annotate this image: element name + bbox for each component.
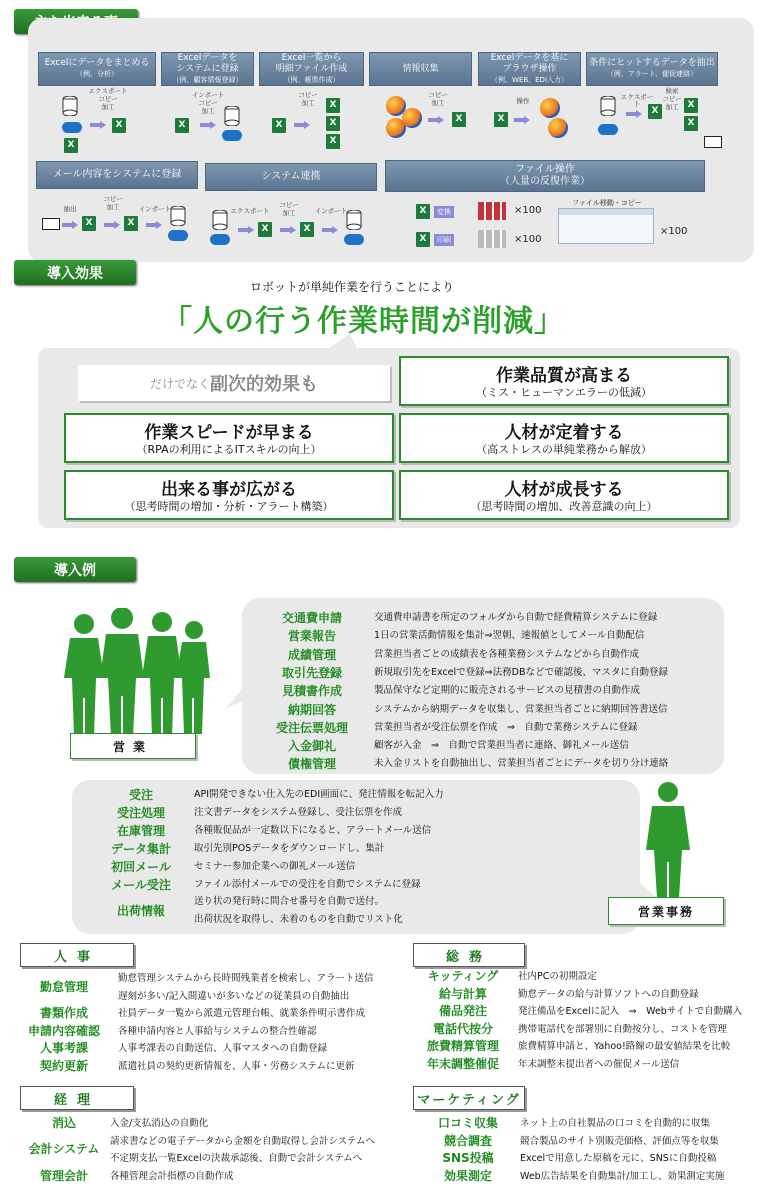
- ga-item-desc: 社内PCの初期設定: [518, 971, 597, 982]
- excel-icon: X: [684, 116, 698, 131]
- cloud-icon: [168, 230, 188, 241]
- step-export: エクスポート: [88, 87, 128, 95]
- arrow-icon: [200, 121, 216, 129]
- excel-icon: X: [326, 116, 340, 131]
- step-process: 加工: [101, 103, 115, 111]
- excel-icon: X: [684, 98, 698, 113]
- sales-item-label: 債権管理: [287, 757, 336, 772]
- sales-item-desc: 交通費申請書を所定のフォルダから自動で経費精算システムに登録: [374, 612, 658, 623]
- hr-item-label: 書類作成: [39, 1006, 88, 1021]
- database-icon: [346, 210, 362, 230]
- sales_admin-item-desc: API開発できない仕入先のEDI画面に、発注情報を転記入力: [194, 789, 444, 800]
- tile-excel-register: [161, 52, 254, 86]
- step-process: 加工: [282, 209, 296, 217]
- acc-item-label: 会計システム: [28, 1142, 100, 1157]
- ga-item-desc: 携帯電話代を部署別に自動按分し、コストを管理: [518, 1023, 728, 1035]
- excel-icon: X: [300, 222, 314, 237]
- tile-mail-register: [36, 161, 198, 189]
- ga-heading: 総務: [413, 943, 525, 967]
- step-copy: コピー: [662, 95, 682, 103]
- arrow-icon: [514, 116, 530, 124]
- acc-heading: 経理: [20, 1086, 134, 1110]
- step-copy: コピー: [298, 91, 318, 99]
- excel-icon: X: [258, 222, 272, 237]
- hr-item-desc: 勤怠管理システムから長時間残業者を検索し、アラート送信: [118, 973, 374, 984]
- sales-people-icon: [62, 608, 210, 736]
- hr-item-desc: 派遣社員の契約更新情報を、人事・労務システムに更新: [118, 1061, 355, 1072]
- acc-item-desc: 各種管理会計指標の自動作成: [110, 1170, 234, 1182]
- browser-icon: [548, 118, 568, 138]
- times-100-label: ×100: [514, 205, 542, 216]
- sales-item-desc: 営業担当者が受注伝票を作成 ⇒ 自動で業務システムに登録: [374, 721, 638, 733]
- tile-sub: （例、顧客情報登録）: [172, 75, 243, 84]
- acc-item-desc2: 不定期支払一覧Excelの決裁承認後、自動で会計システムへ: [110, 1153, 363, 1165]
- hr-item-desc: 人事考課表の自動送信、人事マスタへの自動登録: [118, 1043, 328, 1055]
- step-export: エクスポート: [620, 93, 654, 108]
- step-copy: コピー: [198, 99, 218, 107]
- excel-icon: X: [326, 134, 340, 149]
- arrow-icon: [238, 226, 254, 234]
- step-import: インポート: [314, 207, 348, 215]
- mail-icon: [704, 136, 722, 148]
- arrow-icon: [146, 221, 162, 229]
- sales-item-label: 成績管理: [287, 647, 336, 662]
- print-label: 印刷: [434, 234, 454, 246]
- mkt-item-desc: Excelで用意した原稿を元に、SNSに自動投稿: [520, 1153, 717, 1165]
- ga-item-desc: 勤怠データの給与計算ソフトへの自動登録: [518, 988, 699, 1000]
- mkt-item-label: 競合調査: [443, 1133, 492, 1148]
- mkt-heading: マーケティング: [413, 1086, 525, 1110]
- tile-sub: （例、WEB、EDI入力）: [490, 75, 569, 84]
- tile-title2: 明細ファイル作成: [275, 63, 348, 74]
- sales-item-label: 交通費申請: [281, 611, 342, 625]
- ga-item-desc: 年末調整未提出者への催促メール送信: [518, 1059, 680, 1070]
- mail-icon: [42, 218, 60, 230]
- cloud-icon: [598, 124, 618, 135]
- excel-icon: X: [124, 216, 138, 231]
- printer-icons: [478, 230, 506, 248]
- step-import: インポート: [138, 205, 172, 213]
- convert-label: 変換: [434, 206, 454, 218]
- arrow-icon: [294, 121, 310, 129]
- step-search: 検索: [665, 87, 679, 95]
- sales-item-label: 受注伝票処理: [275, 720, 348, 735]
- effect-main: 作業スピードが早まる: [144, 423, 314, 443]
- hr-item-desc: 社員データ一覧から派遣元管理台帳、就業条件明示書作成: [118, 1008, 366, 1020]
- effect-main: 出来る事が広がる: [161, 480, 297, 500]
- tile-excel-detail: [259, 52, 364, 86]
- step-copy: コピー: [428, 91, 448, 99]
- effect-sub: （RPAの利用によるITスキルの向上）: [136, 443, 322, 456]
- file-move-label: ファイル移動・コピー: [572, 199, 642, 207]
- sales-item-desc: 顧客が入金 ⇒ 自動で営業担当者に連絡、御礼メール送信: [374, 740, 629, 752]
- hr-item-label: 契約更新: [39, 1059, 88, 1073]
- office-worker-icon: [646, 780, 690, 898]
- hr-heading: 人事: [20, 943, 134, 967]
- step-copy: コピー: [98, 95, 118, 103]
- ga-item-label: 備品発注: [438, 1004, 487, 1019]
- tile-system-link: [205, 163, 377, 191]
- step-operate: 操作: [516, 97, 530, 105]
- ga-item-desc: 発注備品をExcelに記入 ⇒ Webサイトで自動購入: [518, 1006, 743, 1018]
- effect-headline: 「人の行う作業時間が削減」: [162, 304, 565, 339]
- hr-item-label: 申請内容確認: [27, 1023, 100, 1038]
- effect-sub: （思考時間の増加、改善意識の向上）: [470, 500, 658, 513]
- ga-item-label: 年末調整催促: [426, 1057, 499, 1071]
- sales-tag: 営業: [70, 733, 196, 759]
- effect-box-expand: [64, 470, 394, 520]
- sales-item-label: 取引先登録: [281, 665, 342, 680]
- database-icon: [62, 96, 78, 116]
- sales_admin-item-desc: セミナー参加企業への御礼メール送信: [194, 860, 356, 872]
- sales_admin-item-desc: ファイル添付メールでの受注を自動でシステムに登録: [194, 878, 421, 890]
- sales_admin-item-desc: 取引先別POSデータをダウンロードし、集計: [194, 842, 385, 854]
- database-icon: [224, 106, 240, 126]
- browser-icon: [540, 98, 560, 118]
- step-copy: コピー: [103, 195, 123, 203]
- sales-item-desc: 新規取引先をExcelで登録⇒法務DBなどで確認後、マスタに自動登録: [374, 666, 668, 678]
- sales_admin-item-label: 初回メール: [111, 859, 171, 874]
- tile-sub: （例、帳票作成）: [283, 75, 340, 84]
- tile-sub: （人量の反復作業）: [500, 176, 590, 187]
- effect-sub: （思考時間の増加・分析・アラート構築）: [124, 500, 334, 513]
- hr-item-label: 勤怠管理: [39, 979, 88, 994]
- ga-item-label: 旅費精算管理: [426, 1039, 499, 1054]
- ga-item-desc: 旅費精算申請と、Yahoo!路線の最安値結果を比較: [518, 1041, 731, 1053]
- sales_admin-item-label: メール受注: [111, 877, 171, 892]
- mkt-item-desc: 競合製品のサイト別販売価格、評価点等を収集: [520, 1135, 719, 1147]
- excel-icon: X: [272, 118, 286, 133]
- database-icon: [600, 96, 616, 116]
- acc-item-label: 管理会計: [39, 1168, 88, 1183]
- effect-box-quality: [399, 356, 729, 406]
- effect-main: 作業品質が高まる: [496, 366, 632, 386]
- ga-item-label: 電話代按分: [432, 1021, 493, 1036]
- side-effect-big: 副次的効果も: [210, 374, 318, 395]
- section-title-examples: 導入例: [14, 557, 136, 582]
- tile-title: システム連携: [261, 171, 321, 182]
- ga-item-label: 給与計算: [438, 986, 487, 1001]
- tile-title: Excelデータを基に: [490, 52, 569, 63]
- cloud-icon: [222, 130, 242, 141]
- sales-item-desc: システムから納期データを収集し、営業担当者ごとに納期回答書送信: [374, 703, 668, 715]
- tile-file-operate: [385, 160, 705, 192]
- effect-box-retention: [399, 413, 729, 463]
- sales-item-desc: 未入金リストを自動抽出し、営業担当者ごとにデータを切り分け連絡: [374, 758, 669, 770]
- step-process: 加工: [106, 203, 120, 211]
- tile-title: Excel一覧から: [281, 52, 342, 63]
- tile-info-collect: [369, 52, 472, 86]
- sales-item-desc: 製品保守など定期的に販売されるサービスの見積書の自動作成: [374, 685, 641, 697]
- hr-item-desc: 各種申請内容と人事給与システムの整合性確認: [118, 1025, 317, 1037]
- sales-item-desc: 1日の営業活動情報を集計⇒翌朝、速報値としてメール自動配信: [374, 630, 645, 642]
- sales_admin-item-label: 在庫管理: [116, 823, 165, 838]
- sales_admin-item-desc: 送り状の発行時に問合せ番号を自動で送付。: [194, 896, 385, 908]
- pdf-icons: [478, 202, 506, 220]
- tile-title: 情報収集: [402, 63, 439, 74]
- step-copy: コピー: [279, 201, 299, 209]
- side-effect-label: [78, 365, 390, 401]
- tile-excel-aggregate: [38, 52, 156, 86]
- sales_admin-item-label: 受注処理: [116, 805, 165, 820]
- arrow-icon: [280, 226, 296, 234]
- sales-item-label: 営業報告: [287, 629, 336, 644]
- file-explorer-screenshot: [558, 208, 654, 244]
- tile-sub: （例、分析）: [76, 70, 118, 78]
- tile-sub: （例、アラート、催促連絡）: [606, 70, 698, 78]
- sales-item-label: 見積書作成: [281, 684, 342, 699]
- arrow-icon: [104, 221, 120, 229]
- browser-icon: [402, 108, 422, 128]
- sales_admin-item-desc2: 出荷状況を取得し、未着のものを自動でリスト化: [194, 914, 403, 926]
- tile-extract-data: [586, 52, 718, 86]
- step-process: 加工: [431, 99, 445, 107]
- effect-main: 人材が定着する: [504, 423, 624, 443]
- database-icon: [212, 210, 228, 230]
- excel-icon: X: [416, 232, 430, 247]
- excel-icon: X: [494, 112, 508, 127]
- hr-item-label: 人事考課: [39, 1041, 88, 1056]
- sales_admin-item-label: 出荷情報: [116, 904, 165, 919]
- tile-title: メール内容をシステムに登録: [52, 169, 182, 180]
- arrow-icon: [322, 226, 338, 234]
- sales-bubble-tail: [226, 680, 250, 710]
- cloud-icon: [62, 122, 82, 133]
- effect-sub: （高ストレスの単純業務から解放）: [476, 443, 652, 456]
- sales-item-label: 納期回答: [287, 702, 336, 717]
- tile-title2: ブラウザ操作: [502, 63, 557, 74]
- side-effect-small: だけでなく: [149, 376, 210, 391]
- hr-item-desc2: 遅刻が多い/記入間違いが多いなどの従業員の自動抽出: [118, 990, 350, 1002]
- times-100-label: ×100: [514, 234, 542, 245]
- mkt-item-desc: Web広告結果を自動集計/加工し、効果測定実施: [520, 1170, 725, 1182]
- arrow-icon: [428, 116, 444, 124]
- effect-sub: （ミス・ヒューマンエラーの低減）: [476, 386, 652, 399]
- step-export: エクスポート: [230, 207, 270, 215]
- step-process: 加工: [201, 107, 215, 115]
- effect-box-growth: [399, 470, 729, 520]
- acc-item-desc: 入金/支払消込の自動化: [110, 1118, 209, 1129]
- section-title-effect: 導入効果: [14, 260, 136, 285]
- ga-item-label: キッティング: [427, 969, 499, 983]
- sales_admin-item-label: 受注: [128, 788, 153, 802]
- sales-item-desc: 営業担当者ごとの成績表を各種業務システムなどから自動作成: [374, 648, 640, 660]
- sales-item-label: 入金御礼: [287, 739, 336, 754]
- excel-icon: X: [326, 98, 340, 113]
- times-100-label: ×100: [660, 226, 688, 237]
- effect-main: 人材が成長する: [504, 480, 624, 500]
- tile-title: Excelにデータをまとめる: [44, 58, 150, 68]
- acc-item-desc: 請求書などの電子データから金額を自動取得し会計システムへ: [110, 1135, 376, 1147]
- arrow-icon: [62, 221, 78, 229]
- step-extract: 抽出: [63, 205, 77, 213]
- tile-title: Excelデータを: [177, 52, 238, 63]
- sales_admin-item-label: データ集計: [110, 841, 171, 856]
- sales_admin-item-desc: 各種販促品が一定数以下になると、アラートメール送信: [194, 824, 432, 836]
- mkt-item-label: 効果測定: [443, 1168, 492, 1183]
- excel-icon: X: [648, 104, 662, 119]
- arrow-icon: [626, 110, 642, 118]
- effect-box-speed: [64, 413, 394, 463]
- tile-title: 条件にヒットするデータを抽出: [589, 58, 715, 68]
- excel-icon: X: [416, 204, 430, 219]
- tile-title: ファイル操作: [515, 164, 575, 175]
- tile-title2: システムに登録: [176, 63, 239, 74]
- tile-browser-operate: [478, 52, 581, 86]
- excel-icon: X: [82, 216, 96, 231]
- excel-icon: X: [64, 138, 78, 153]
- excel-icon: X: [175, 118, 189, 133]
- cloud-icon: [210, 234, 230, 245]
- bubble-tail: [320, 334, 360, 354]
- mkt-item-label: 口コミ収集: [437, 1116, 498, 1130]
- mkt-item-desc: ネット上の自社製品の口コミを自動的に収集: [520, 1118, 711, 1129]
- cloud-icon: [344, 234, 364, 245]
- acc-item-label: 消込: [51, 1116, 76, 1130]
- mkt-item-label: SNS投稿: [442, 1151, 494, 1166]
- excel-icon: X: [112, 118, 126, 133]
- effect-lead-text: ロボットが単純作業を行うことにより: [250, 280, 455, 294]
- sales-admin-tag: 営業事務: [608, 897, 724, 925]
- step-process: 加工: [665, 103, 679, 111]
- excel-icon: X: [452, 112, 466, 127]
- database-icon: [170, 206, 186, 226]
- step-process: 加工: [301, 99, 315, 107]
- sales_admin-item-desc: 注文書データをシステム登録し、受注伝票を作成: [194, 806, 403, 818]
- step-import: インポート: [191, 91, 225, 99]
- arrow-icon: [90, 121, 106, 129]
